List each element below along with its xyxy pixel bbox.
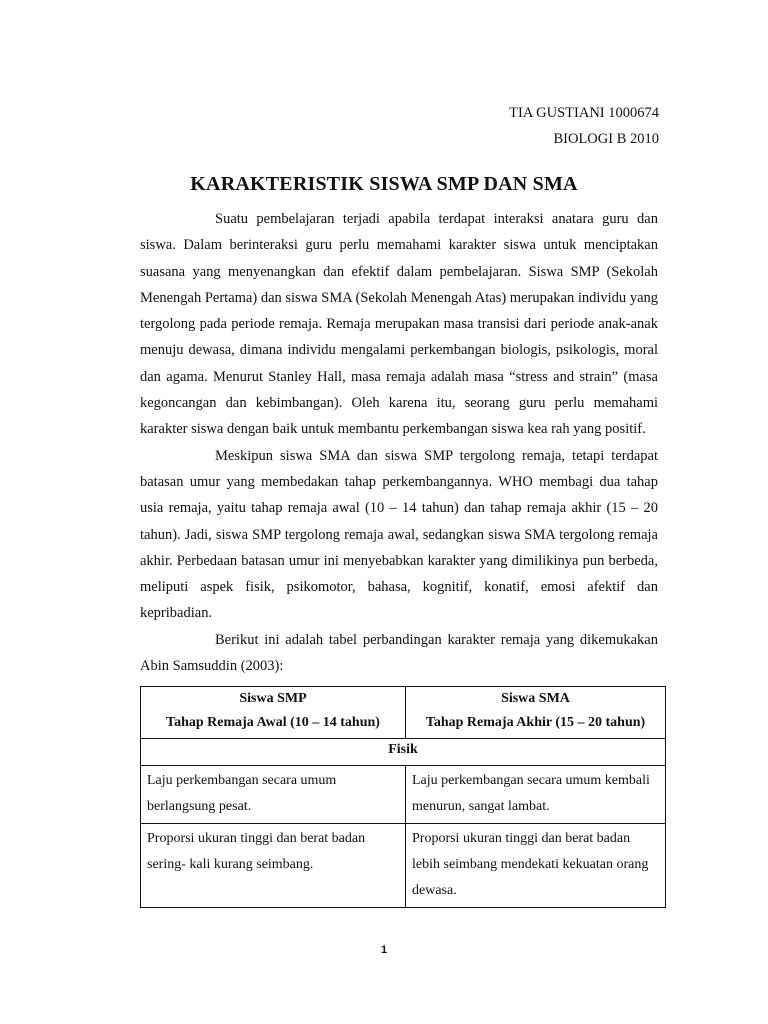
paragraph: Suatu pembelajaran terjadi apabila terdapat interaksi anatara guru dan siswa. Dalam berinteraksi guru perlu memahami karakter siswa untuk menciptakan suasana yang menyenangkan dan efektif dalam pembelajaran. Siswa SMP (Sekolah Menengah Pertama) dan siswa SMA (Sekolah Menengah Atas) merupakan individu yang tergolong pada periode remaja. Remaja merupakan masa transisi dari periode anak-anak menuju dewasa, dimana individu mengalami perkembangan biologis, psikologis, moral dan agama. Menurut Stanley Hall, masa remaja adalah masa “stress and strain” (masa kegoncangan dan kebimbangan). Oleh karena itu, seorang guru perlu memahami karakter siswa dengan baik untuk membantu perkembangan siswa kea rah yang positif. — [140, 211, 658, 438]
header-title-sma: Siswa SMA — [501, 691, 570, 706]
header-cell-sma — [406, 687, 666, 739]
author-block — [509, 100, 659, 152]
header-subtitle-smp: Tahap Remaja Awal (10 – 14 tahun) — [166, 715, 380, 730]
table-section-row — [141, 739, 666, 766]
table-cell-sma: Laju perkembangan secara umum kembali menurun, sangat lambat. — [406, 766, 666, 824]
comparison-table — [140, 686, 666, 908]
header-cell-smp — [141, 687, 406, 739]
body-text — [140, 206, 658, 679]
author-line: TIA GUSTIANI 1000674 — [509, 105, 659, 121]
class-line: BIOLOGI B 2010 — [553, 131, 659, 147]
section-label: Fisik — [141, 739, 666, 766]
header-subtitle-sma: Tahap Remaja Akhir (15 – 20 tahun) — [425, 715, 646, 730]
table-cell-smp: Proporsi ukuran tinggi dan berat badan sering- kali kurang seimbang. — [141, 824, 406, 908]
page-number: 1 — [380, 944, 388, 956]
table-header-row — [141, 687, 666, 739]
table-row — [141, 766, 666, 824]
paragraph: Berikut ini adalah tabel perbandingan karakter remaja yang dikemukakan Abin Samsuddin (2003): — [140, 631, 658, 675]
document-title: KARAKTERISTIK SISWA SMP DAN SMA — [190, 173, 578, 195]
table-cell-smp: Laju perkembangan secara umum berlangsung pesat. — [141, 766, 406, 824]
paragraph: Meskipun siswa SMA dan siswa SMP tergolong remaja, tetapi terdapat batasan umur yang membedakan tahap perkembangannya. WHO membagi dua tahap usia remaja, yaitu tahap remaja awal (10 – 14 tahun) dan tahap remaja akhir (15 – 20 tahun). Jadi, siswa SMP tergolong remaja awal, sedangkan siswa SMA tergolong remaja akhir. Perbedaan batasan umur ini menyebabkan karakter yang dimilikinya pun berbeda, meliputi aspek fisik, psikomotor, bahasa, kognitif, konatif, emosi afektif dan kepribadian. — [140, 447, 658, 622]
table-row — [141, 824, 666, 908]
header-title-smp: Siswa SMP — [239, 691, 307, 706]
table-cell-sma: Proporsi ukuran tinggi dan berat badan lebih seimbang mendekati kekuatan orang dewasa. — [406, 824, 666, 908]
